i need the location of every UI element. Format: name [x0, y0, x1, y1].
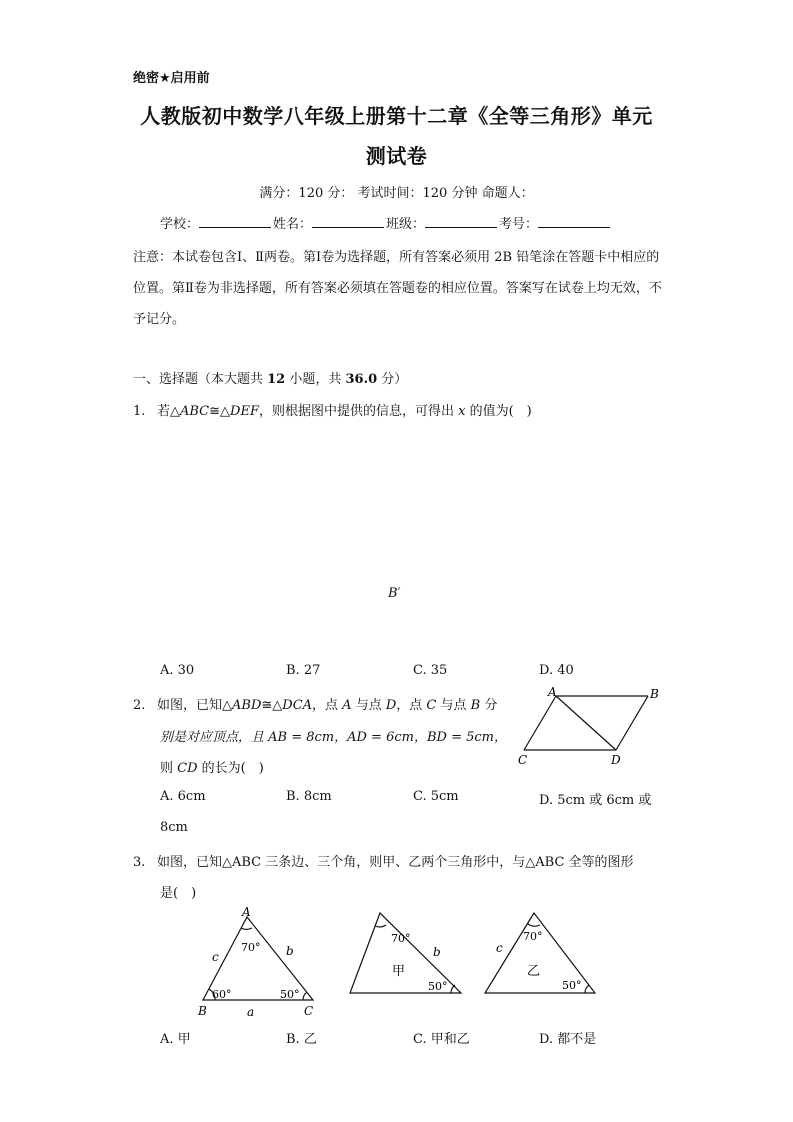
q3-option-a[interactable]: A. 甲: [160, 1032, 191, 1047]
school-blank[interactable]: [199, 215, 271, 228]
name-label: 姓名：: [273, 217, 313, 232]
q2-a: A: [342, 698, 352, 713]
q3-line-2: 是( ): [160, 886, 197, 901]
q1-text-a: 若△: [157, 404, 180, 419]
jia-angle-top: 70°: [391, 932, 411, 945]
class-label: 班级：: [386, 217, 426, 232]
q2-b: B: [470, 698, 481, 713]
tri1-angle-c: 50°: [280, 988, 300, 1001]
section-suffix: 分）: [377, 372, 408, 387]
segment-bd: [616, 696, 648, 750]
yi-top-arc: [528, 924, 540, 926]
q1-option-b[interactable]: B. 27: [286, 663, 321, 678]
q2-text: 分: [480, 698, 498, 713]
yi-label: 乙: [527, 964, 541, 979]
q1-option-a[interactable]: A. 30: [160, 663, 195, 678]
q2-text: 与点: [436, 698, 471, 713]
exam-title-continued: 测试卷: [365, 144, 428, 168]
tri1-vertex-b: B: [198, 1004, 207, 1018]
exam-no-label: 考号：: [499, 217, 539, 232]
vertex-c: C: [518, 753, 528, 767]
q1-abc: ABC: [180, 404, 210, 419]
q3-option-b[interactable]: B. 乙: [286, 1032, 317, 1047]
confidential-mark: 绝密★启用前: [133, 71, 210, 86]
yi-side-c: c: [496, 941, 503, 955]
tri1-angle-b: 60°: [212, 988, 232, 1001]
q2-parallelogram-figure: [510, 682, 670, 772]
yi-right-arc: [585, 985, 589, 993]
name-blank[interactable]: [312, 215, 384, 228]
q2-text: ，点: [396, 698, 427, 713]
segment-ac: [524, 696, 556, 750]
q2-abd: ABD: [232, 698, 262, 713]
q2-c: C: [426, 698, 437, 713]
q3-triangles-figure: [185, 905, 615, 1025]
tri1-side-c: c: [212, 950, 219, 964]
angle-a-arc: [241, 928, 252, 929]
section-heading: [133, 368, 407, 387]
q3-text: 如图，已知△ABC 三条边、三个角，则甲、乙两个三角形中，与△ABC 全等的图形: [157, 855, 634, 870]
exam-title: 人教版初中数学八年级上册第十二章《全等三角形》单元: [140, 104, 653, 128]
q2-option-c[interactable]: C. 5cm: [413, 789, 459, 804]
vertex-d: D: [611, 753, 621, 767]
q2-text: 的长为( ): [197, 761, 264, 776]
q2-text: 如图，已知△: [157, 698, 232, 713]
yi-angle-right: 50°: [562, 979, 582, 992]
q2-cd: CD: [177, 761, 198, 776]
q2-dca: DCA: [282, 698, 313, 713]
jia-top-arc: [375, 925, 386, 927]
q2-option-d-continued: 8cm: [160, 820, 188, 835]
tri1-side-a: a: [247, 1005, 255, 1019]
vertex-b: B: [650, 687, 659, 701]
q2-option-a[interactable]: A. 6cm: [160, 789, 206, 804]
q2-text: 与点: [351, 698, 386, 713]
jia-label: 甲: [392, 964, 406, 979]
q1-figure-label: B′: [388, 586, 401, 601]
exam-meta: 满分：120 分： 考试时间：120 分钟 命题人：: [259, 186, 534, 201]
q2-cong: ≅△: [261, 698, 283, 713]
q2-line-2: 别是对应顶点，且 AB = 8cm，AD = 6cm，BD = 5cm，: [160, 730, 507, 745]
tri1-side-b: b: [286, 944, 294, 958]
tri1-vertex-a: A: [242, 905, 251, 919]
question-2: [133, 694, 497, 713]
question-number: 1.: [133, 404, 146, 419]
segment-ad: [556, 696, 616, 750]
jia-side-b: b: [433, 945, 441, 959]
q2-option-b[interactable]: B. 8cm: [286, 789, 332, 804]
question-1: [133, 400, 532, 419]
exam-notice: 注意：本试卷包含Ⅰ、Ⅱ两卷。第Ⅰ卷为选择题，所有答案必须用 2B 铅笔涂在答题卡中相应的位置。第Ⅱ卷为非选择题，所有答案必须填在答题卷的相应位置。答案写在试卷上均无效，不予记分。: [133, 250, 662, 327]
question-number: 3.: [133, 855, 146, 870]
question-3: [133, 851, 634, 870]
student-info-line: [160, 213, 612, 232]
angle-c-arc: [303, 992, 307, 1000]
q3-option-c[interactable]: C. 甲和乙: [413, 1032, 470, 1047]
question-number: 2.: [133, 698, 146, 713]
tri1-vertex-c: C: [304, 1004, 314, 1018]
section-prefix: 一、选择题（本大题共: [133, 372, 268, 387]
section-score: 36.0: [345, 372, 378, 387]
q1-x: x: [458, 404, 466, 419]
yi-angle-top: 70°: [523, 930, 543, 943]
q2-line-3: [160, 757, 264, 776]
exam-no-blank[interactable]: [538, 215, 610, 228]
vertex-a: A: [548, 685, 557, 699]
q3-option-d[interactable]: D. 都不是: [539, 1032, 597, 1047]
class-blank[interactable]: [425, 215, 497, 228]
q1-text-b: ，则根据图中提供的信息，可得出: [258, 404, 459, 419]
jia-angle-right: 50°: [428, 980, 448, 993]
q2-text: ，点: [312, 698, 343, 713]
q2-d: D: [385, 698, 397, 713]
q1-text-c: 的值为( ): [465, 404, 532, 419]
q2-option-d[interactable]: D. 5cm 或 6cm 或: [539, 793, 652, 808]
q1-option-c[interactable]: C. 35: [413, 663, 448, 678]
q1-def: DEF: [230, 404, 259, 419]
section-mid: 小题，共: [285, 372, 346, 387]
question-count: 12: [267, 372, 286, 387]
q2-text: 则: [160, 761, 178, 776]
school-label: 学校：: [160, 217, 200, 232]
q1-cong: ≅△: [209, 404, 231, 419]
q1-option-d[interactable]: D. 40: [539, 663, 574, 678]
tri1-angle-a: 70°: [241, 941, 261, 954]
jia-right-arc: [451, 985, 455, 993]
